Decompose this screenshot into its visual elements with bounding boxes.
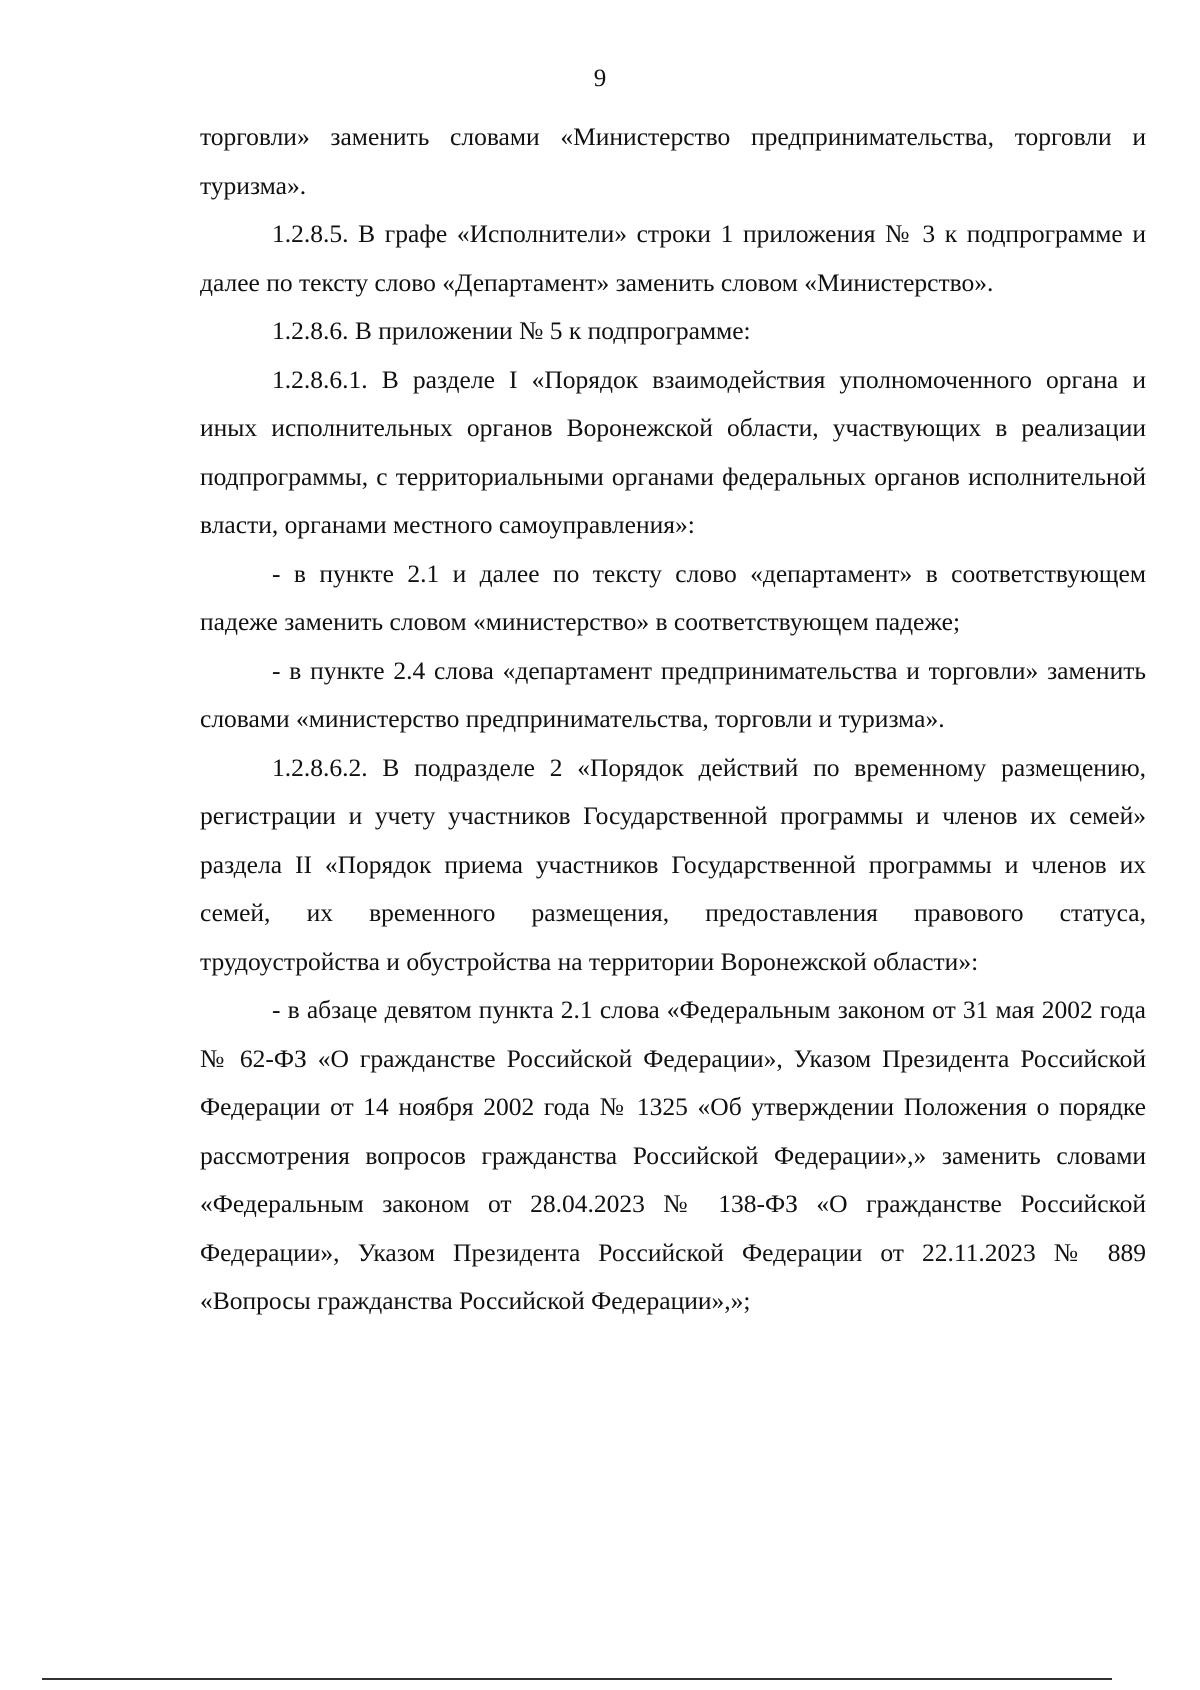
paragraph: 1.2.8.6.1. В разделе I «Порядок взаимодействия уполномоченного органа и иных исполнительных органов Воронежской области, участвующих в реализации подпрограммы, с территориальными органами федеральных органов исполнительной власти, органами местного самоуправления»: [200, 364, 1146, 539]
page-number: 9 [593, 65, 607, 92]
paragraph: - в абзаце девятом пункта 2.1 слова «Федеральным законом от 31 мая 2002 года № 62-ФЗ «О гражданстве Российской Федерации», Указом Президента Российской Федерации от 14 ноября 2002 года № 1325 «Об утверждении Положения о порядке рассмотрения вопросов гражданства Российской Федерации»,» заменить словами «Федеральным законом от 28.04.2023 № 138-ФЗ «О гражданстве Российской Федерации», Указом Президента Российской Федерации от 22.11.2023 № 889 «Вопросы гражданства Российской Федерации»,»; [200, 995, 1146, 1315]
paragraph: - в пункте 2.4 слова «департамент предпринимательства и торговли» заменить словами «министерство предпринимательства, торговли и туризма». [200, 655, 1146, 733]
paragraph: - в пункте 2.1 и далее по тексту слово «департамент» в соответствующем падеже заменить словом «министерство» в соответствующем падеже; [200, 558, 1146, 636]
paragraph: торговли» заменить словами «Министерство предпринимательства, торговли и туризма». [200, 122, 1146, 200]
document-body [200, 113, 1146, 1326]
paragraph: 1.2.8.6. В приложении № 5 к подпрограмме: [272, 316, 751, 345]
bottom-divider [42, 1678, 1112, 1680]
paragraph: 1.2.8.6.2. В подразделе 2 «Порядок действий по временному размещению, регистрации и учету участников Государственной программы и членов их семей» раздела II «Порядок приема участников Государственной программы и членов их семей, их временного размещения, предоставления правового статуса, трудоустройства и обустройства на территории Воронежской области»: [200, 752, 1146, 976]
paragraph: 1.2.8.5. В графе «Исполнители» строки 1 приложения № 3 к подпрограмме и далее по тексту слово «Департамент» заменить словом «Министерство». [200, 219, 1146, 297]
